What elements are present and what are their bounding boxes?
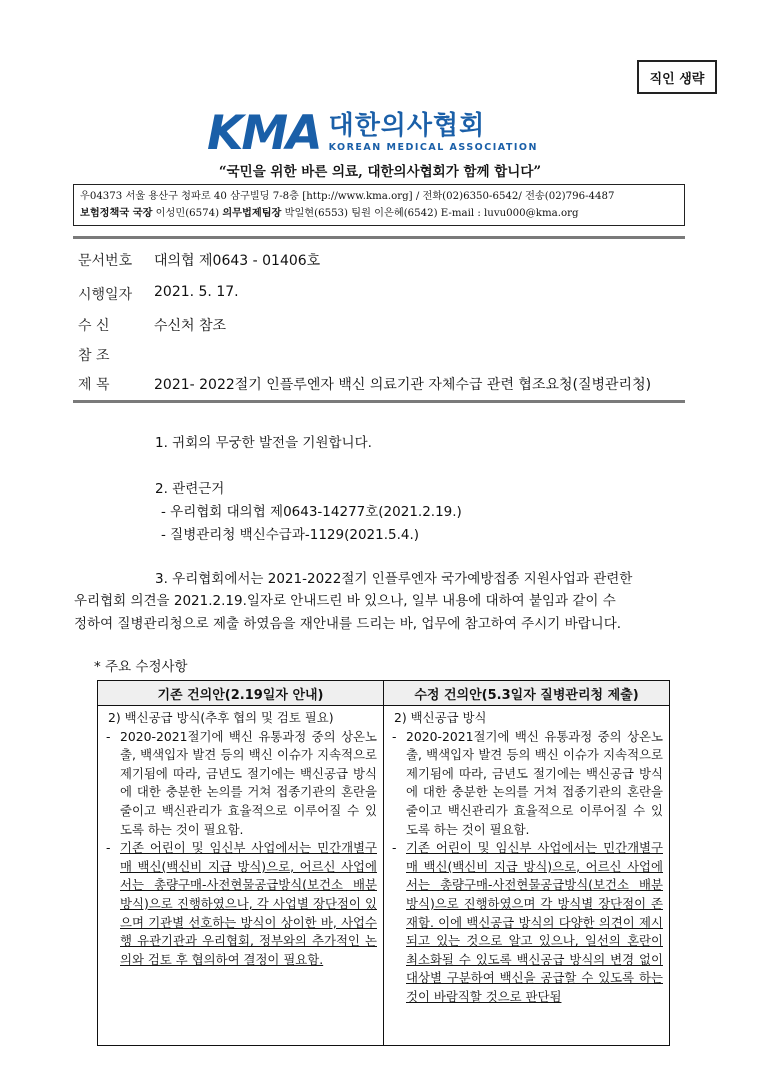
field-value: 2021- 2022절기 인플루엔자 백신 의료기관 자체수급 관련 협조요청(질병관리청): [154, 377, 652, 393]
paragraph-2: 2. 관련근거: [155, 481, 225, 497]
field-value: 수신처 참조: [154, 318, 227, 334]
revision-table: [97, 680, 670, 1046]
top-divider: [73, 236, 685, 239]
bullet-text: 2020-2021절기에 백신 유통과정 중의 상온노출, 백색입자 발견 등의 백신 이슈가 지속적으로 제기됨에 따라, 금년도 절기에는 백신공급 방식에 대한 충분한 논의를 거쳐 접종기관의 혼란을 줄이고 백신관리가 효율적으로 이루어질 수 있도록 하는 것이 필요함.: [120, 728, 377, 837]
col-header-original: 기존 건의안(2.19일자 안내): [98, 681, 384, 706]
field-doc-number: [78, 250, 320, 270]
bullet-item: [392, 728, 663, 840]
field-label: 시행일자: [78, 287, 133, 303]
field-label: 수 신: [78, 318, 110, 334]
field-label: 참 조: [78, 348, 110, 364]
bullet-item: [106, 839, 377, 969]
address-line-2: [80, 205, 678, 222]
contact-role-1: 보험정책국 국장: [80, 207, 153, 219]
field-recipient: [78, 315, 226, 335]
field-subject: [78, 374, 651, 394]
field-label: 제 목: [78, 377, 110, 393]
section-title: * 주요 수정사항: [94, 659, 188, 675]
bullet-dash: -: [392, 840, 397, 856]
address-line-1: 우04373 서울 용산구 청파로 40 삼구빌딩 7-8층 [http://www.kma.org] / 전화(02)6350-6542/ 전송(02)796-4487: [80, 191, 615, 202]
bullet-text: 2020-2021절기에 백신 유통과정 중의 상온노출, 백색입자 발견 등의 백신 이슈가 지속적으로 제기됨에 따라, 금년도 절기에는 백신공급 방식에 대한 충분한 논의를 거쳐 접종기관의 혼란을 줄이고 백신관리가 효율적으로 이루어질 수 있도록 하는 것이 필요함.: [406, 728, 663, 837]
logo-mark: KMA: [207, 106, 321, 161]
paragraph-3-line-2: 우리협회 의견을 2021.2.19.일자로 안내드린 바 있으나, 일부 내용에 대하여 붙임과 같이 수: [74, 593, 616, 609]
contact-text-2: 박일현(6553) 팀원 이은혜(6542) E-mail : luvu000@kma.org: [281, 208, 579, 219]
field-date: [78, 284, 239, 304]
logo-korean: 대한의사협회: [328, 111, 486, 141]
reference-2: - 질병관리청 백신수급과-1129(2021.5.4.): [161, 527, 420, 543]
field-reference: [78, 345, 154, 365]
bullet-text-underlined: 기존 어린이 및 임신부 사업에서는 민간개별구매 백신(백신비 지급 방식)으로, 어르신 사업에서는 총량구매-사전현물공급방식(보건소 배분 방식)으로 진행하였으며 각 방식별 장단점이 존재함. 이에 백신공급 방식의 다양한 의견이 제시되고 있는 것으로 알고 있으나, 일선의 혼란이 최소화될 수 있도록 백신공급 방식의 변경 없이 대상별 구분하여 백신을 공급할 수 있도록 하는 것이 바람직할 것으로 판단됨: [406, 840, 663, 1004]
cell-revised: [384, 706, 670, 1046]
item-heading: 2) 백신공급 방식: [394, 710, 487, 725]
logo-english: KOREAN MEDICAL ASSOCIATION: [328, 142, 538, 153]
bullet-item: [392, 839, 663, 1006]
contact-text-1: 이성민(6574): [152, 208, 223, 219]
col-header-revised: 수정 건의안(5.3일자 질병관리청 제출): [384, 681, 670, 706]
paragraph-1: 1. 귀회의 무궁한 발전을 기원합니다.: [155, 435, 372, 451]
stamp-box: 직인 생략: [637, 60, 717, 94]
bullet-text-underlined: 기존 어린이 및 임신부 사업에서는 민간개별구매 백신(백신비 지급 방식)으로, 어르신 사업에서는 총량구매-사전현물공급방식(보건소 배분 방식)으로 진행하였으나, 각 사업별 장단점이 있으며 기관별 선호하는 방식이 상이한 바, 사업수행 유관기관과 우리협회, 정부와의 추가적인 논의와 검토 후 협의하여 결정이 필요함.: [120, 840, 377, 967]
cell-original: [98, 706, 384, 1046]
address-box: [73, 184, 685, 226]
item-heading: 2) 백신공급 방식(추후 협의 및 검토 필요): [108, 710, 334, 725]
kma-logo: [207, 106, 538, 161]
field-value: 대의협 제0643 - 01406호: [154, 253, 321, 269]
paragraph-3-line-3: 정하여 질병관리청으로 제출 하였음을 재안내를 드리는 바, 업무에 참고하여 주시기 바랍니다.: [74, 616, 622, 632]
bullet-dash: -: [106, 728, 111, 744]
header-divider: [73, 400, 685, 403]
bullet-item: [106, 728, 377, 840]
field-value: 2021. 5. 17.: [154, 284, 239, 300]
field-label: 문서번호: [78, 253, 133, 269]
bullet-dash: -: [392, 728, 397, 744]
slogan: “국민을 위한 바른 의료, 대한의사협회가 함께 합니다”: [218, 164, 542, 180]
reference-1: - 우리협회 대의협 제0643-14277호(2021.2.19.): [161, 504, 462, 520]
contact-role-2: 의무법제팀장: [222, 207, 282, 219]
paragraph-3-line-1: 3. 우리협회에서는 2021-2022절기 인플루엔자 국가예방접종 지원사업과 관련한: [155, 571, 633, 587]
bullet-dash: -: [106, 840, 111, 856]
